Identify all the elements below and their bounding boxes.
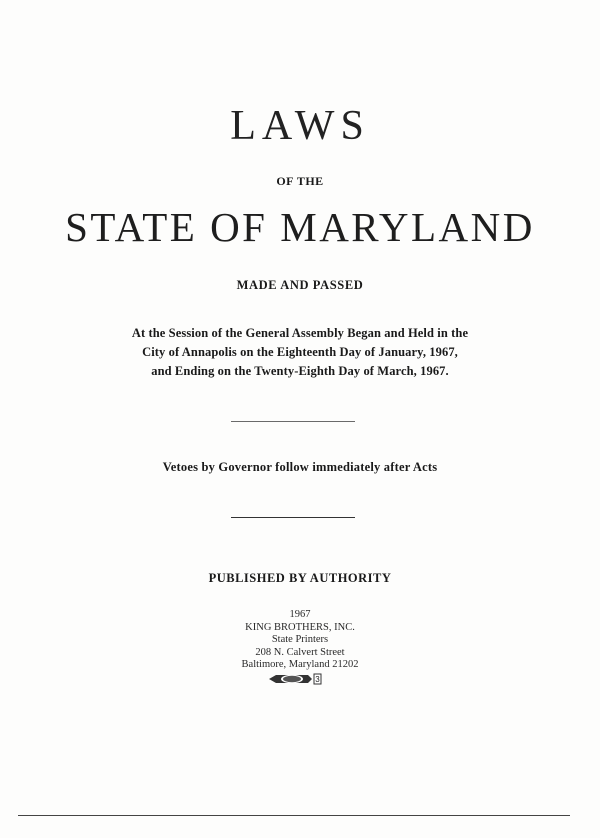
imprint-street: 208 N. Calvert Street [255,646,345,658]
divider-rule [231,421,355,422]
session-line: At the Session of the General Assembly Began and Held in the [131,326,469,340]
page-bottom-rule [18,815,570,816]
made-and-passed: MADE AND PASSED [236,278,364,292]
published-by-authority: PUBLISHED BY AUTHORITY [208,571,392,585]
printer-imprint [0,609,600,672]
title-laws: LAWS [230,103,370,149]
union-label-number: 3 [315,675,320,684]
session-line: City of Annapolis on the Eighteenth Day of January, 1967, [142,345,458,359]
imprint-role: State Printers [271,634,329,645]
union-label-icon [268,672,322,686]
title-state-of-maryland: STATE OF MARYLAND [65,204,535,250]
vetoes-note: Vetoes by Governor follow immediately after Acts [162,460,438,474]
imprint-city: Baltimore, Maryland 21202 [241,659,359,670]
divider-rule [231,517,355,518]
session-statement [0,324,600,381]
subtitle-of-the: OF THE [276,174,324,188]
imprint-printer: KING BROTHERS, INC. [245,621,355,633]
imprint-year: 1967 [289,609,311,620]
session-line: and Ending on the Twenty-Eighth Day of March, 1967. [151,364,449,378]
